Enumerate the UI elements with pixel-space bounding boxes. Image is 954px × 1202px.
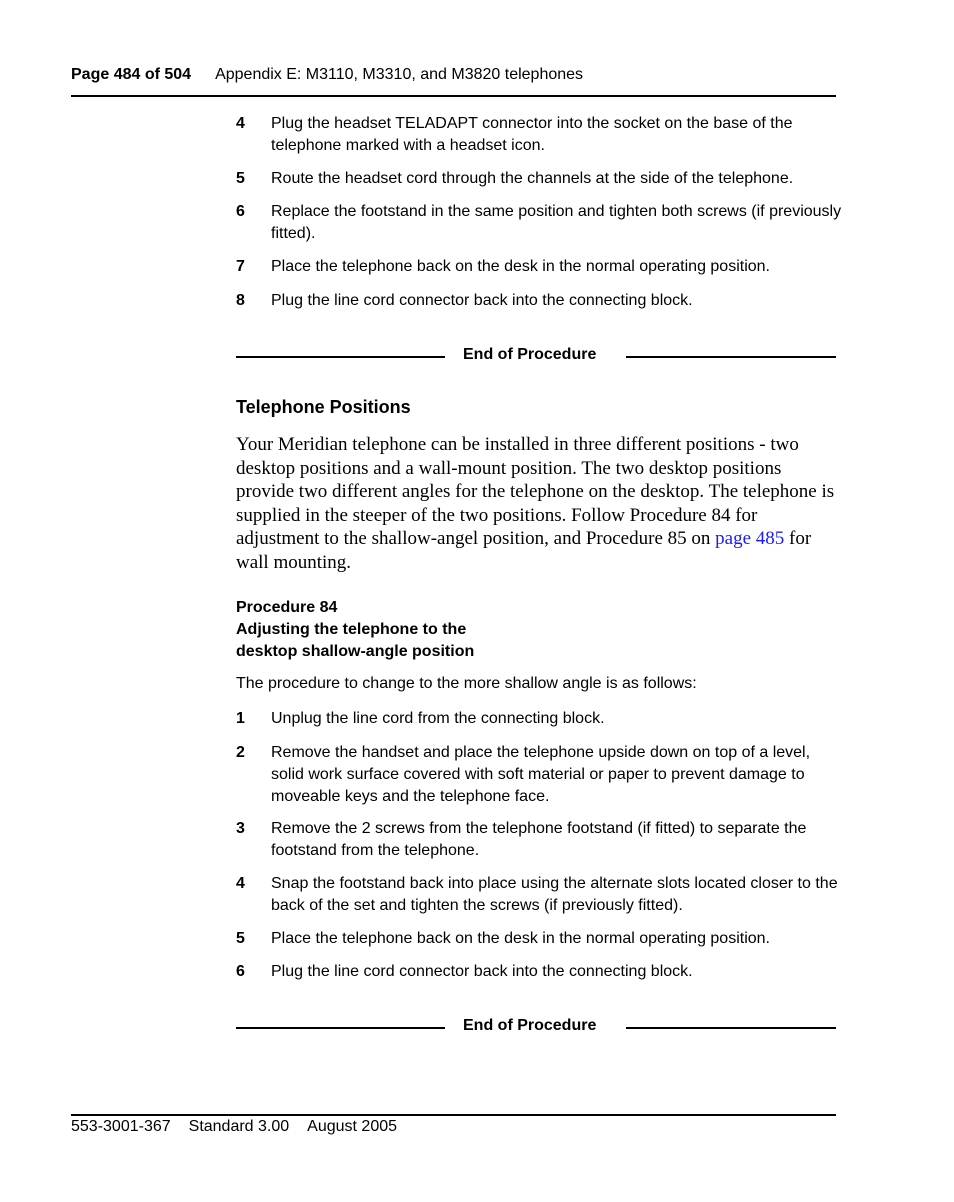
end-procedure-rule-left xyxy=(236,356,445,358)
end-procedure-rule-right xyxy=(626,356,836,358)
header-rule xyxy=(71,95,836,97)
standard-version: Standard 3.00 xyxy=(188,1118,290,1135)
doc-number: 553-3001-367 xyxy=(71,1118,171,1135)
step-item xyxy=(236,708,846,730)
step-item xyxy=(236,742,846,808)
page-header xyxy=(71,66,583,84)
step-item xyxy=(236,168,846,190)
step-text: Plug the line cord connector back into the connecting block. xyxy=(271,963,693,980)
page-number: Page 484 of 504 xyxy=(71,66,192,83)
step-number: 7 xyxy=(236,258,245,275)
step-item xyxy=(236,113,846,157)
step-item xyxy=(236,818,846,862)
step-text: Plug the line cord connector back into the connecting block. xyxy=(271,292,693,309)
step-number: 6 xyxy=(236,203,245,220)
page-footer xyxy=(71,1118,415,1136)
procedure-title-line2: desktop shallow-angle position xyxy=(236,643,475,660)
step-number: 1 xyxy=(236,710,245,727)
footer-rule xyxy=(71,1114,836,1116)
section-paragraph xyxy=(236,433,836,574)
step-text: Remove the handset and place the telephone upside down on top of a level, solid work surface covered with soft material or paper to prevent damage to moveable keys and the telephone face. xyxy=(271,744,811,805)
step-text: Replace the footstand in the same position and tighten both screws (if previously fitted). xyxy=(271,203,842,242)
step-text: Remove the 2 screws from the telephone footstand (if fitted) to separate the footstand from the telephone. xyxy=(271,820,807,859)
step-number: 4 xyxy=(236,115,245,132)
step-number: 8 xyxy=(236,292,245,309)
step-text: Place the telephone back on the desk in the normal operating position. xyxy=(271,930,770,947)
step-number: 4 xyxy=(236,875,245,892)
page-link[interactable]: page 485 xyxy=(715,528,785,549)
step-item xyxy=(236,256,846,278)
chapter-title: Appendix E: M3110, M3310, and M3820 telephones xyxy=(215,66,584,83)
section-heading: Telephone Positions xyxy=(236,397,411,417)
end-of-procedure-label: End of Procedure xyxy=(463,346,597,363)
step-text: Route the headset cord through the channels at the side of the telephone. xyxy=(271,170,794,187)
step-number: 6 xyxy=(236,963,245,980)
step-number: 3 xyxy=(236,820,245,837)
step-item xyxy=(236,290,846,312)
procedure-intro: The procedure to change to the more shallow angle is as follows: xyxy=(236,675,697,692)
step-item xyxy=(236,201,846,245)
end-of-procedure-label: End of Procedure xyxy=(463,1017,597,1034)
end-procedure-rule-left xyxy=(236,1027,445,1029)
step-number: 5 xyxy=(236,930,245,947)
step-text: Snap the footstand back into place using the alternate slots located closer to the back of the set and tighten the screws (if previously fitted). xyxy=(271,875,838,914)
step-item xyxy=(236,873,846,917)
paragraph-text-end: for wall mounting. xyxy=(236,528,812,573)
procedure-number: Procedure 84 xyxy=(236,599,338,616)
end-procedure-rule-right xyxy=(626,1027,836,1029)
paragraph-text: Your Meridian telephone can be installed in three different positions - two desktop positions and a wall-mount position. The two desktop positions provide two different angles for the telephone on the desktop. The telephone is supplied in the steeper of the two positions. Follow Procedure 84 for adjustment to the shallow-angel position, and Procedure 85 on xyxy=(236,434,835,549)
step-text: Plug the headset TELADAPT connector into the socket on the base of the telephone marked with a headset icon. xyxy=(271,115,793,154)
step-number: 2 xyxy=(236,744,245,761)
procedure-title-line1: Adjusting the telephone to the xyxy=(236,621,467,638)
step-item xyxy=(236,961,846,983)
step-text: Unplug the line cord from the connecting block. xyxy=(271,710,605,727)
step-text: Place the telephone back on the desk in the normal operating position. xyxy=(271,258,770,275)
step-number: 5 xyxy=(236,170,245,187)
publish-date: August 2005 xyxy=(307,1118,398,1135)
step-item xyxy=(236,928,846,950)
